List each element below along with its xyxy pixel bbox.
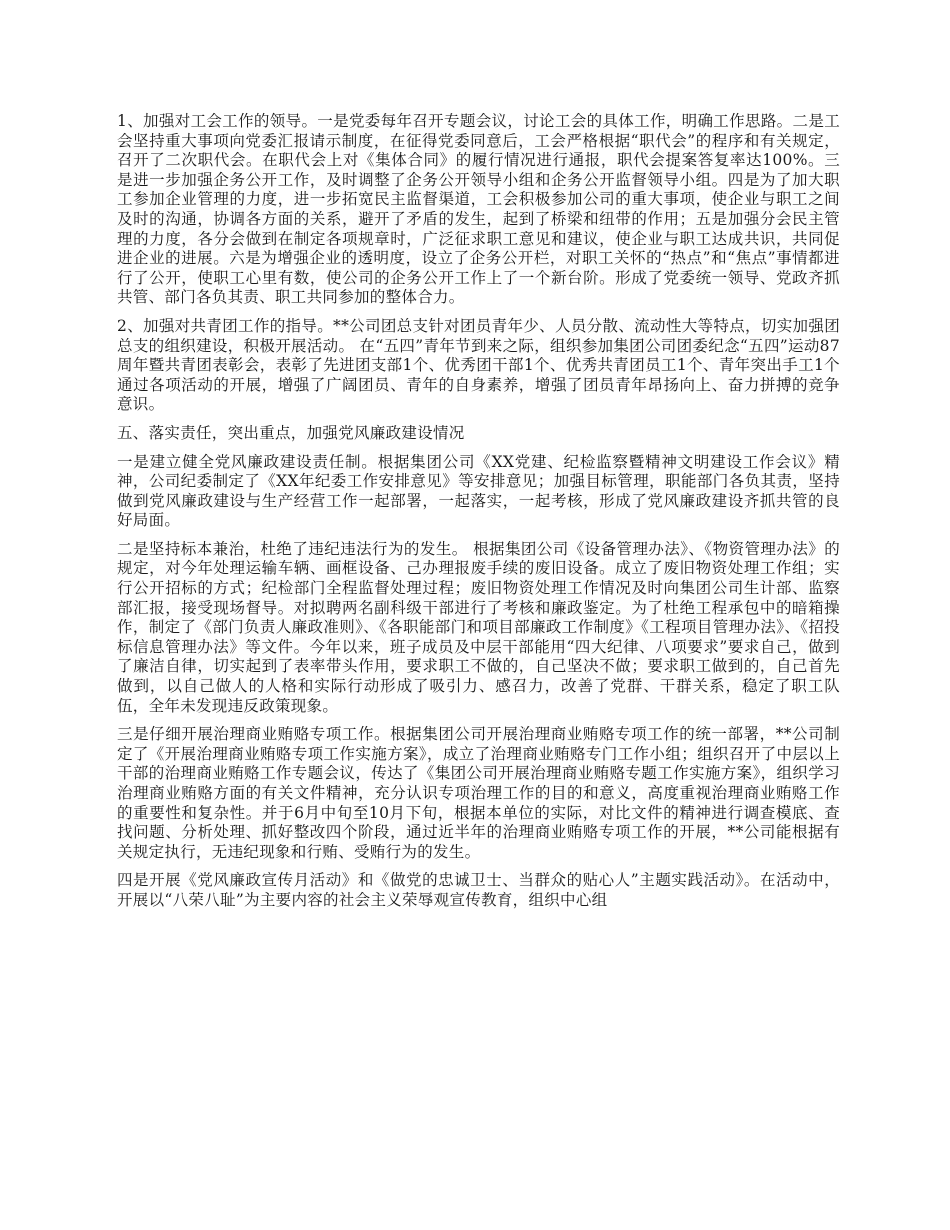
paragraph-responsibility-system: 一是建立健全党风廉政建设责任制。根据集团公司《XX党建、纪检监察暨精神文明建设工作会议》精神，公司纪委制定了《XX年纪委工作安排意见》等安排意见；加强目标管理，职能部门各负其责，坚持做到党风廉政建设与生产经营工作一起部署，一起落实，一起考核，形成了党风廉政建设齐抓共管的良好局面。 — [117, 452, 840, 530]
paragraph-campaign: 四是开展《党风廉政宣传月活动》和《做党的忠诚卫士、当群众的贴心人”主题实践活动》。在活动中，开展以“八荣八耻”为主要内容的社会主义荣辱观宣传教育，组织中心组 — [117, 871, 840, 909]
paragraph-youth-league: 2、加强对共青团工作的指导。**公司团总支针对团员青年少、人员分散、流动性大等特点，切实加强团总支的组织建设，积极开展活动。 在“五四”青年节到来之际，组织参加集团公司团委纪念“五四”运动87周年暨共青团表彰会，表彰了先进团支部1个、优秀团干部1个、优秀共青团员工1个、青年突出手工1个通过各项活动的开展，增强了广阔团员、青年的自身素养，增强了团员青年昂扬向上、奋力拼搏的竞争意识。 — [117, 316, 840, 414]
paragraph-union-leadership: 1、加强对工会工作的领导。一是党委每年召开专题会议，讨论工会的具体工作，明确工作思路。二是工会坚持重大事项向党委汇报请示制度，在征得党委同意后，工会严格根据“职代会”的程序和有关规定，召开了二次职代会。在职代会上对《集体合同》的履行情况进行通报，职代会提案答复率达100%。三是进一步加强企务公开工作，及时调整了企务公开领导小组和企务公开监督领导小组。四是为了加大职工参加企业管理的力度，进一步拓宽民主监督渠道，工会积极参加公司的重大事项，使企业与职工之间及时的沟通，协调各方面的关系，避开了矛盾的发生，起到了桥梁和纽带的作用；五是加强分会民主管理的力度，各分会做到在制定各项规章时，广泛征求职工意见和建议，使企业与职工达成共识，共同促进企业的进展。六是为增强企业的透明度，设立了企务公开栏，对职工关怀的“热点”和“焦点”事情都进行了公开，使职工心里有数，使公司的企务公开工作上了一个新台阶。形成了党委统一领导、党政齐抓共管、部门各负其责、职工共同参加的整体合力。 — [117, 112, 840, 307]
paragraph-root-causes: 二是坚持标本兼治，杜绝了违纪违法行为的发生。 根据集团公司《设备管理办法》、《物资管理办法》的规定，对今年处理运输车辆、画框设备、己办理报废手续的废旧设备。成立了废旧物资处理工作组；实行公开招标的方式；纪检部门全程监督处理过程；废旧物资处理工作情况及时向集团公司生计部、监察部汇报，接受现场督导。对拟聘两名副科级干部进行了考核和廉政鉴定。为了杜绝工程承包中的暗箱操作，制定了《部门负责人廉政准则》、《各职能部门和项目部廉政工作制度》《工程项目管理办法》、《招投标信息管理办法》等文件。今年以来，班子成员及中层干部能用“四大纪律、八项要求”要求自己，做到了廉洁自律，切实起到了表率带头作用，要求职工不做的，自己坚决不做；要求职工做到的，自己首先做到，以自己做人的人格和实际行动形成了吸引力、感召力，改善了党群、干群关系，稳定了职工队伍，全年未发现违反政策现象。 — [117, 539, 840, 715]
section-heading-party-conduct: 五、落实责任，突出重点，加强党风廉政建设情况 — [117, 423, 465, 442]
document-body — [117, 112, 840, 920]
paragraph-anti-bribery: 三是仔细开展治理商业贿赂专项工作。根据集团公司开展治理商业贿赂专项工作的统一部署，**公司制定了《开展治理商业贿赂专项工作实施方案》，成立了治理商业贿赂专门工作小组；组织召开了中层以上干部的治理商业贿赂工作专题会议，传达了《集团公司开展治理商业贿赂专题工作实施方案》，组织学习治理商业贿赂方面的有关文件精神，充分认识专项治理工作的目的和意义，高度重视治理商业贿赂工作的重要性和复杂性。并于6月中旬至10月下旬，根据本单位的实际，对比文件的精神进行调查模底、查找问题、分析处理、抓好整改四个阶段，通过近半年的治理商业贿赂专项工作的开展，**公司能根据有关规定执行，无违纪现象和行贿、受贿行为的发生。 — [117, 725, 840, 861]
